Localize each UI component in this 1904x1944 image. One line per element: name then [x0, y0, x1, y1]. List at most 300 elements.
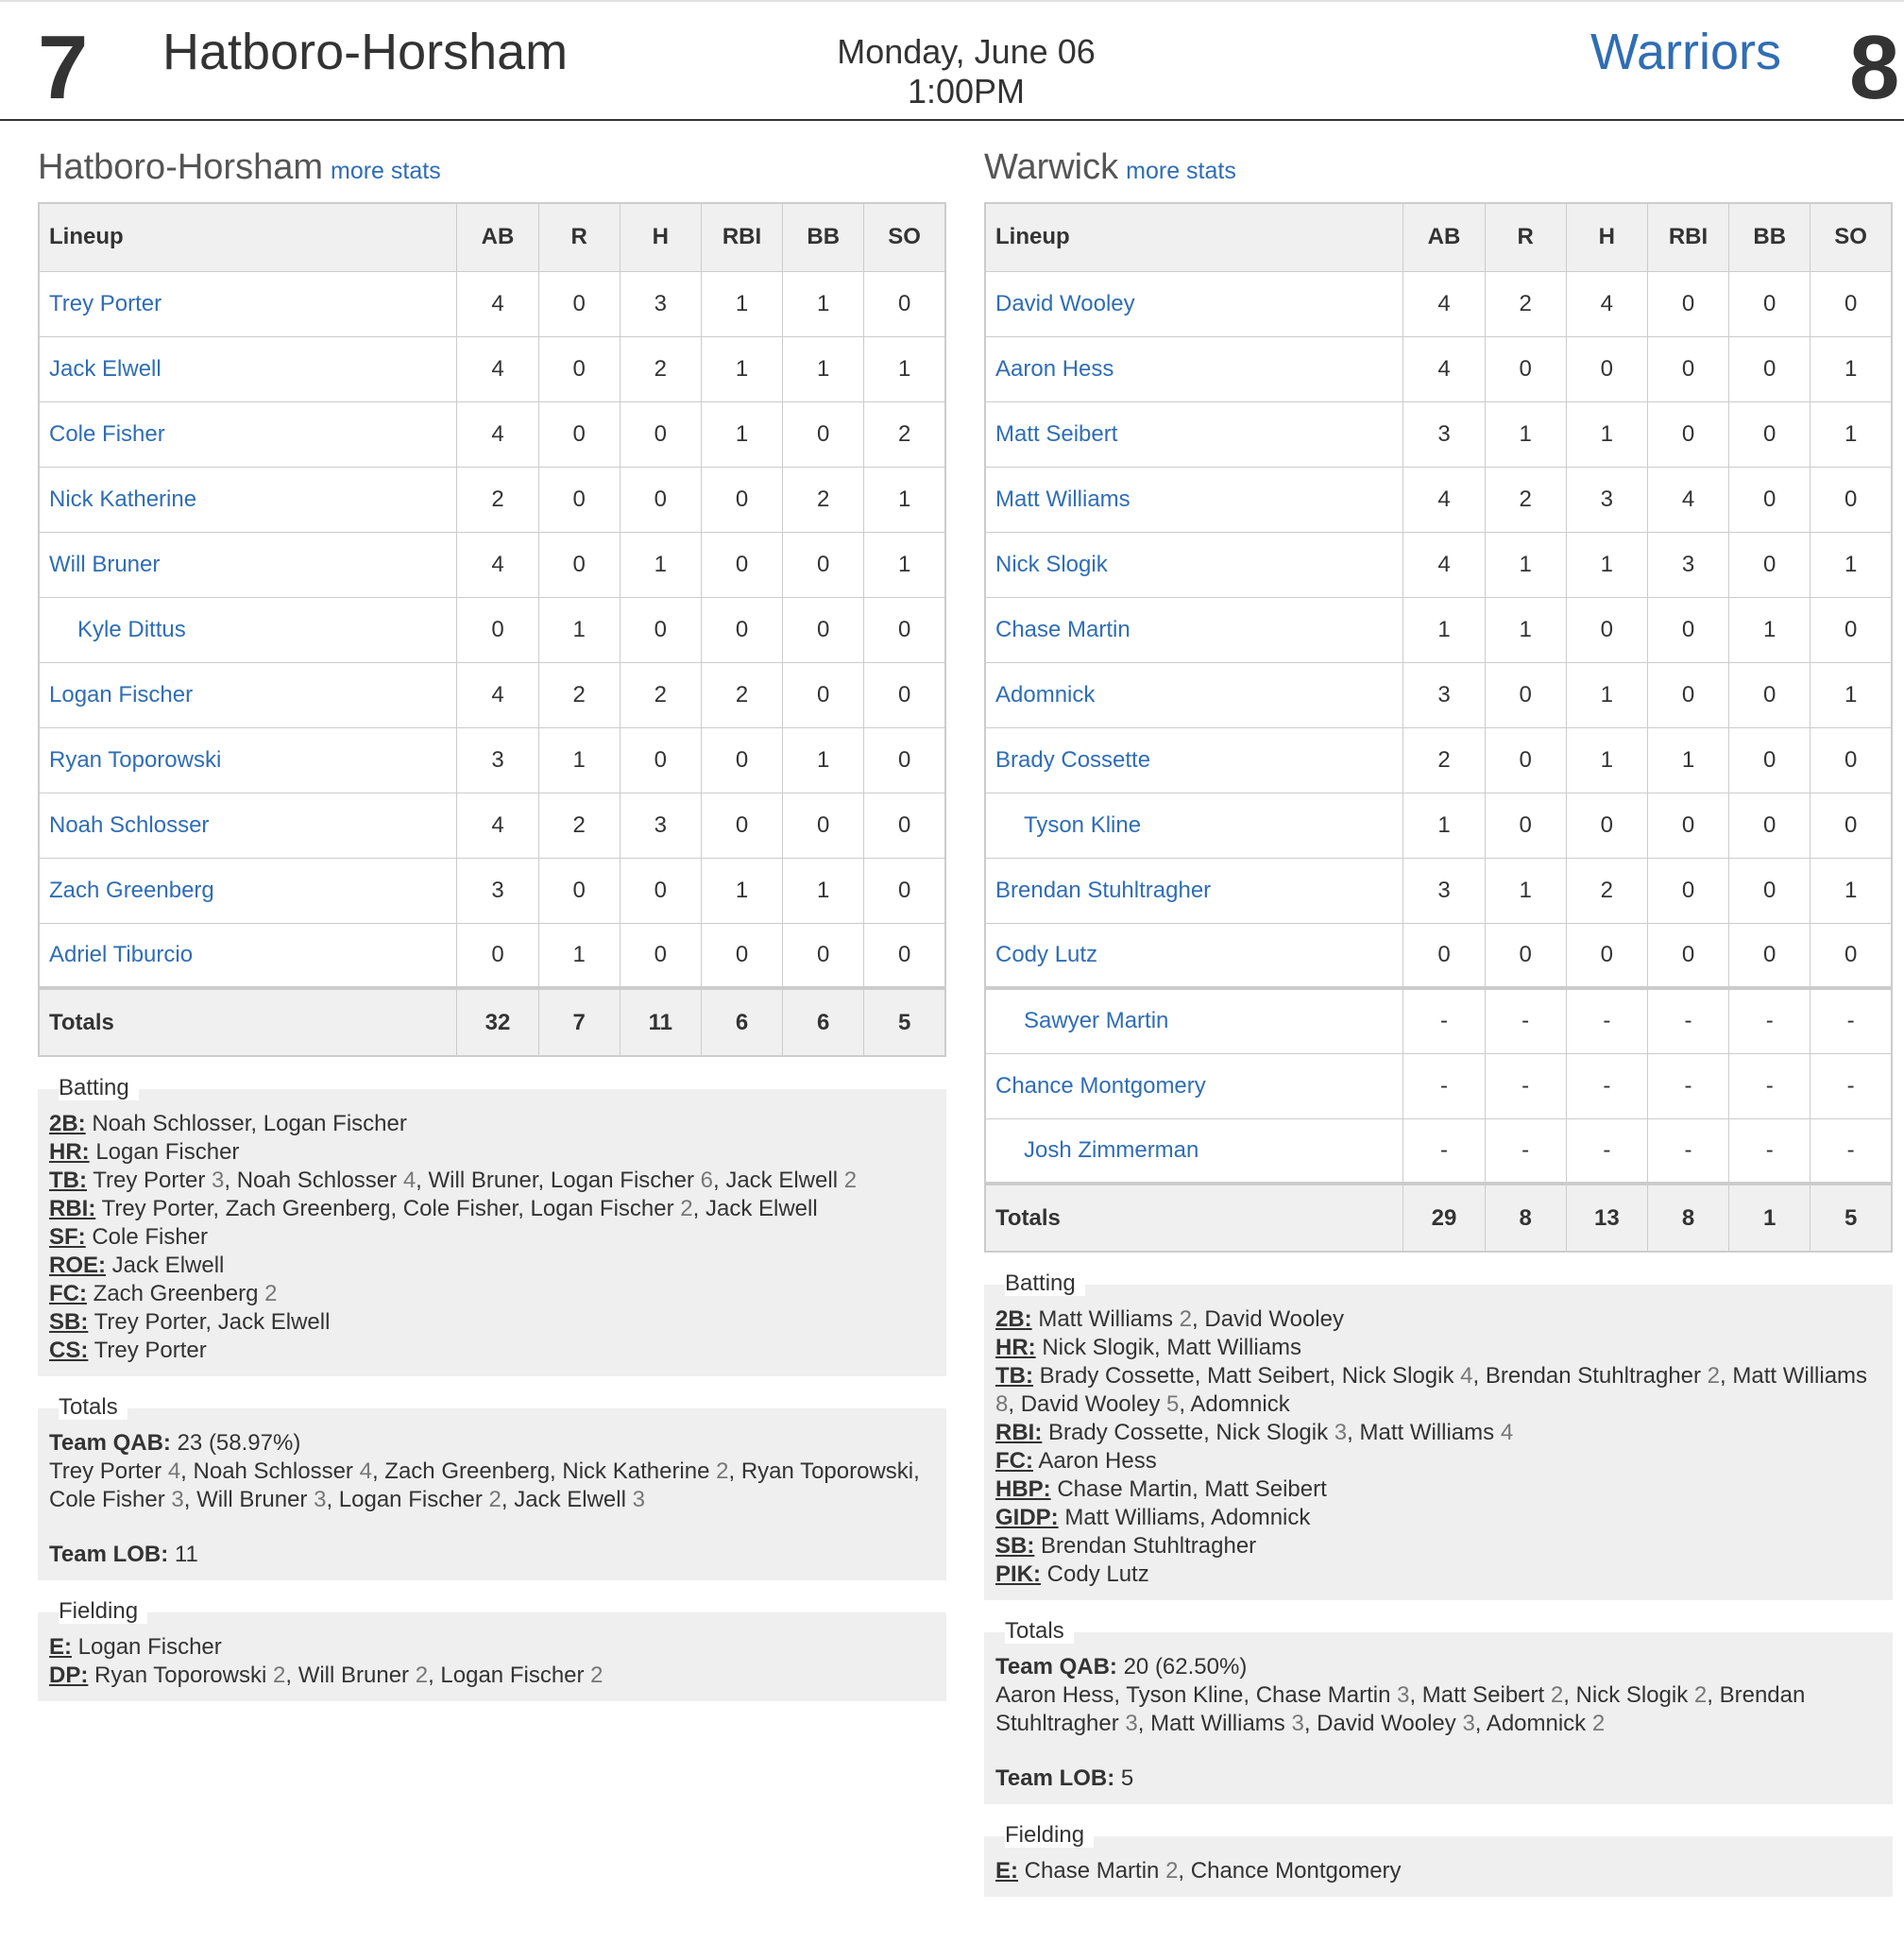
note-text: , Will Bruner: [285, 1663, 416, 1688]
note-text: Brady Cossette, Nick Slogik: [1042, 1420, 1334, 1445]
player-name-link[interactable]: David Wooley: [985, 271, 1403, 336]
stat-abbreviation: E:: [49, 1634, 72, 1660]
note-text: , Chance Montgomery: [1178, 1858, 1402, 1884]
stat-cell: -: [1403, 1118, 1485, 1184]
stat-cell: 1: [1566, 532, 1647, 597]
stat-cell: 1: [1403, 597, 1485, 662]
stat-cell: 1: [783, 727, 864, 793]
stat-cell: 0: [864, 858, 945, 923]
stat-abbreviation: HBP:: [995, 1476, 1051, 1502]
stat-cell: 1: [1403, 793, 1485, 858]
stat-cell: 4: [1566, 271, 1647, 336]
stat-cell: 1: [1485, 532, 1566, 597]
column-header-bb: BB: [783, 203, 864, 271]
note-text: Matt Williams: [1031, 1306, 1180, 1332]
player-name-link[interactable]: Matt Williams: [985, 467, 1403, 532]
player-name-link[interactable]: Will Bruner: [39, 532, 457, 597]
stat-cell: 0: [701, 467, 782, 532]
player-name-link[interactable]: Kyle Dittus: [39, 597, 457, 662]
column-header-lineup: Lineup: [985, 203, 1403, 271]
player-name-link[interactable]: Brendan Stuhltragher: [985, 858, 1403, 923]
stat-cell: 1: [701, 858, 782, 923]
stat-cell: 0: [1647, 401, 1728, 467]
player-name-link[interactable]: Josh Zimmerman: [985, 1118, 1403, 1184]
note-text: , Ryan Toporowski, Cole Fisher: [49, 1458, 920, 1512]
stat-note-row: [995, 1560, 1881, 1589]
section-legend: Batting: [59, 1075, 139, 1100]
stat-abbreviation: HR:: [49, 1139, 90, 1165]
player-name-link[interactable]: Matt Seibert: [985, 401, 1403, 467]
note-count: 3: [212, 1168, 225, 1193]
stat-cell: 4: [457, 271, 538, 336]
stat-note-row: [49, 1252, 935, 1280]
batting-notes: [984, 1270, 1893, 1600]
note-count: 2: [1707, 1363, 1721, 1389]
note-count: 2: [1179, 1306, 1193, 1332]
note-text: Noah Schlosser, Logan Fischer: [85, 1111, 407, 1136]
section-legend: Totals: [59, 1394, 128, 1420]
note-text: Trey Porter, Jack Elwell: [88, 1309, 331, 1335]
stat-note-row: [49, 1337, 935, 1365]
stat-cell: 4: [457, 662, 538, 727]
stat-cell: -: [1810, 1053, 1892, 1118]
note-text: , Logan Fischer: [428, 1663, 591, 1688]
stat-cell: 0: [701, 532, 782, 597]
stat-cell: 0: [783, 793, 864, 858]
player-name-link[interactable]: Tyson Kline: [985, 793, 1403, 858]
note-text: , Zach Greenberg, Nick Katherine: [371, 1458, 717, 1484]
stat-abbreviation: TB:: [995, 1363, 1033, 1389]
spacer: [49, 1514, 935, 1541]
note-count: 3: [1334, 1420, 1348, 1445]
table-row: [985, 336, 1892, 401]
game-time: 1:00PM: [907, 72, 1026, 111]
totals-cell: 1: [1729, 1184, 1810, 1252]
note-text: Aaron Hess, Tyson Kline, Chase Martin: [995, 1682, 1398, 1708]
home-team-column: [38, 144, 946, 1701]
table-row: [39, 336, 945, 401]
stat-abbreviation: PIK:: [995, 1561, 1041, 1587]
stat-cell: 0: [864, 727, 945, 793]
stat-cell: -: [1403, 1053, 1485, 1118]
stat-cell: 0: [783, 597, 864, 662]
stat-cell: 2: [783, 467, 864, 532]
stat-cell: 2: [701, 662, 782, 727]
player-name-link[interactable]: Logan Fischer: [39, 662, 457, 727]
note-text: , Brendan Stuhltragher: [995, 1682, 1806, 1736]
note-count: 2: [843, 1168, 858, 1193]
stat-cell: 1: [783, 336, 864, 401]
stat-cell: 0: [1647, 597, 1728, 662]
table-row: [985, 1118, 1892, 1184]
game-header: [0, 0, 1904, 121]
stat-cell: 0: [538, 336, 620, 401]
totals-row: [985, 1184, 1892, 1252]
note-text: , Noah Schlosser: [180, 1458, 360, 1484]
stat-cell: 0: [1729, 401, 1810, 467]
stat-note-row: [49, 1167, 935, 1195]
team-lob-label: Team LOB:: [49, 1542, 169, 1567]
stat-note-row: [995, 1532, 1881, 1560]
stat-cell: 1: [701, 271, 782, 336]
stat-cell: 1: [864, 467, 945, 532]
note-text: , Matt Williams: [1347, 1420, 1501, 1445]
fielding-notes-legend: [995, 1821, 1881, 1850]
player-name-link[interactable]: Chance Montgomery: [985, 1053, 1403, 1118]
table-row: [985, 597, 1892, 662]
stat-cell: 4: [1403, 532, 1485, 597]
table-row: [985, 532, 1892, 597]
column-header-r: R: [538, 203, 620, 271]
section-legend: Totals: [1005, 1618, 1074, 1644]
game-date: Monday, June 06: [837, 32, 1096, 71]
team-lob-label: Team LOB:: [995, 1765, 1115, 1791]
stat-cell: 0: [538, 271, 620, 336]
batting-notes-legend: [995, 1270, 1881, 1298]
stat-cell: -: [1566, 1053, 1647, 1118]
stat-cell: 0: [620, 858, 701, 923]
stat-cell: 0: [1729, 727, 1810, 793]
stat-abbreviation: DP:: [49, 1663, 89, 1688]
stat-cell: 0: [701, 597, 782, 662]
stat-cell: 0: [783, 532, 864, 597]
player-name-link[interactable]: Chase Martin: [985, 597, 1403, 662]
column-header-so: SO: [1810, 203, 1892, 271]
player-name-link[interactable]: Zach Greenberg: [39, 858, 457, 923]
stat-cell: 0: [783, 923, 864, 988]
stat-abbreviation: FC:: [49, 1281, 87, 1306]
note-text: Ryan Toporowski: [88, 1663, 273, 1688]
note-text: , Will Bruner, Logan Fischer: [416, 1168, 701, 1193]
player-name-link[interactable]: Trey Porter: [39, 271, 457, 336]
stat-cell: 0: [1729, 271, 1810, 336]
note-text: Nick Slogik, Matt Williams: [1035, 1335, 1302, 1360]
team-qab-value: 23 (58.97%): [170, 1430, 301, 1456]
away-score: 8: [1849, 17, 1900, 118]
table-row: [985, 923, 1892, 988]
stat-cell: 0: [783, 662, 864, 727]
section-legend: Batting: [1005, 1270, 1085, 1296]
stat-cell: 0: [701, 793, 782, 858]
note-text: Logan Fischer: [89, 1139, 240, 1165]
batting-notes-legend: [49, 1074, 935, 1102]
note-count: 3: [632, 1487, 645, 1512]
stat-cell: 2: [620, 662, 701, 727]
note-count: 4: [359, 1458, 372, 1484]
table-header-row: [985, 203, 1892, 271]
stat-cell: 0: [1729, 793, 1810, 858]
team-qab-row: [49, 1429, 935, 1458]
note-count: 3: [1125, 1711, 1138, 1736]
stat-cell: 1: [783, 271, 864, 336]
table-row: [39, 401, 945, 467]
stat-cell: 0: [1729, 923, 1810, 988]
stat-cell: -: [1403, 988, 1485, 1053]
stat-cell: 1: [1485, 597, 1566, 662]
stat-cell: 4: [457, 793, 538, 858]
note-count: 8: [995, 1391, 1009, 1417]
totals-cell: 5: [1810, 1184, 1892, 1252]
player-name-link[interactable]: Ryan Toporowski: [39, 727, 457, 793]
player-name-link[interactable]: Cody Lutz: [985, 923, 1403, 988]
note-text: Aaron Hess: [1032, 1448, 1157, 1474]
note-text: Brady Cossette, Matt Seibert, Nick Slogik: [1032, 1363, 1461, 1389]
player-name-link[interactable]: Nick Slogik: [985, 532, 1403, 597]
stat-cell: -: [1729, 1118, 1810, 1184]
note-count: 4: [1500, 1420, 1514, 1445]
stat-cell: 0: [538, 858, 620, 923]
note-text: , Logan Fischer: [326, 1487, 489, 1512]
note-text: , Matt Williams: [1137, 1711, 1292, 1736]
team-title: Hatboro-Horsham: [38, 147, 323, 187]
stat-cell: 0: [538, 532, 620, 597]
stat-cell: 1: [1566, 727, 1647, 793]
stat-cell: -: [1566, 1118, 1647, 1184]
stat-abbreviation: RBI:: [49, 1196, 96, 1221]
player-name-link[interactable]: Cole Fisher: [39, 401, 457, 467]
player-name-link[interactable]: Adriel Tiburcio: [39, 923, 457, 988]
stat-cell: 0: [457, 597, 538, 662]
note-text: , David Wooley: [1303, 1711, 1463, 1736]
stat-cell: 1: [1810, 336, 1892, 401]
stat-cell: 0: [1729, 532, 1810, 597]
player-name-link[interactable]: Adomnick: [985, 662, 1403, 727]
stat-abbreviation: RBI:: [995, 1420, 1043, 1445]
stat-note-row: [49, 1110, 935, 1138]
stat-cell: 0: [538, 401, 620, 467]
stat-cell: 4: [1403, 467, 1485, 532]
stat-cell: 2: [538, 793, 620, 858]
team-lob-row: [49, 1541, 935, 1569]
stat-cell: 1: [1810, 532, 1892, 597]
totals-notes: [984, 1618, 1893, 1804]
stat-cell: 0: [1647, 662, 1728, 727]
note-count: 6: [700, 1168, 713, 1193]
totals-row: [39, 988, 945, 1056]
team-qab-row: [995, 1653, 1881, 1681]
box-score-table: [38, 202, 946, 1057]
player-name-link[interactable]: Brady Cossette: [985, 727, 1403, 793]
note-text: , Brendan Stuhltragher: [1472, 1363, 1708, 1389]
stat-note-row: [995, 1305, 1881, 1334]
note-text: Trey Porter: [88, 1338, 207, 1363]
note-text: Trey Porter: [49, 1458, 168, 1484]
stat-cell: 0: [1729, 467, 1810, 532]
team-qab-label: Team QAB:: [49, 1430, 171, 1456]
stat-abbreviation: 2B:: [995, 1306, 1032, 1332]
stat-cell: -: [1729, 1053, 1810, 1118]
stat-cell: -: [1810, 988, 1892, 1053]
stat-note-row: [995, 1334, 1881, 1362]
totals-cell: 7: [538, 988, 620, 1056]
team-qab-players: [49, 1458, 935, 1514]
note-text: , Adomnick: [1474, 1711, 1592, 1736]
note-count: 4: [167, 1458, 181, 1484]
stat-cell: 0: [538, 467, 620, 532]
stat-cell: 0: [701, 923, 782, 988]
stat-cell: 4: [457, 336, 538, 401]
stat-cell: -: [1647, 988, 1728, 1053]
stat-cell: 1: [864, 336, 945, 401]
stat-cell: 0: [1810, 793, 1892, 858]
column-header-ab: AB: [1403, 203, 1485, 271]
note-count: 2: [273, 1663, 286, 1688]
note-text: Brendan Stuhltragher: [1034, 1533, 1257, 1559]
stat-cell: 0: [864, 597, 945, 662]
note-text: , Will Bruner: [183, 1487, 314, 1512]
note-text: Trey Porter, Zach Greenberg, Cole Fisher, Logan Fischer: [95, 1196, 681, 1221]
player-name-link[interactable]: Noah Schlosser: [39, 793, 457, 858]
stat-cell: 0: [1810, 467, 1892, 532]
player-name-link[interactable]: Sawyer Martin: [985, 988, 1403, 1053]
table-row: [39, 727, 945, 793]
table-row: [985, 401, 1892, 467]
note-text: , David Wooley: [1008, 1391, 1166, 1417]
stat-cell: 0: [1729, 662, 1810, 727]
stat-cell: 0: [1566, 597, 1647, 662]
stat-note-row: [995, 1362, 1881, 1419]
stat-cell: 1: [1566, 401, 1647, 467]
stat-cell: 0: [1647, 271, 1728, 336]
totals-notes-legend: [49, 1393, 935, 1422]
table-row: [39, 923, 945, 988]
stat-cell: 0: [620, 727, 701, 793]
note-text: , Jack Elwell: [501, 1487, 633, 1512]
note-text: Cole Fisher: [85, 1224, 209, 1250]
stat-cell: 3: [620, 271, 701, 336]
note-text: , Jack Elwell: [712, 1168, 844, 1193]
team-qab-value: 20 (62.50%): [1116, 1654, 1248, 1680]
totals-cell: 6: [701, 988, 782, 1056]
note-text: , Jack Elwell: [692, 1196, 818, 1221]
stat-cell: -: [1485, 1118, 1566, 1184]
stat-cell: 0: [620, 597, 701, 662]
totals-notes: [38, 1394, 946, 1580]
table-row: [985, 793, 1892, 858]
table-row: [39, 597, 945, 662]
stat-cell: 3: [1403, 401, 1485, 467]
stat-cell: 2: [1566, 858, 1647, 923]
note-text: Chase Martin, Matt Seibert: [1050, 1476, 1327, 1502]
note-text: Chase Martin: [1018, 1858, 1166, 1884]
stat-cell: 2: [620, 336, 701, 401]
stat-note-row: [995, 1447, 1881, 1475]
table-row: [985, 271, 1892, 336]
team-lob-value: 5: [1114, 1765, 1134, 1791]
batting-notes: [38, 1075, 946, 1376]
team-lob-value: 11: [168, 1542, 198, 1567]
team-section-title: [38, 144, 946, 193]
totals-cell: 29: [1403, 1184, 1485, 1252]
table-row: [985, 1053, 1892, 1118]
stat-abbreviation: E:: [995, 1858, 1018, 1884]
column-header-r: R: [1485, 203, 1566, 271]
stat-cell: 4: [1647, 467, 1728, 532]
stat-cell: 0: [1810, 271, 1892, 336]
note-text: Jack Elwell: [106, 1253, 225, 1278]
stat-cell: 1: [783, 858, 864, 923]
note-count: 2: [1165, 1858, 1179, 1884]
home-team-name: Hatboro-Horsham: [162, 24, 569, 80]
table-header-row: [39, 203, 945, 271]
table-row: [985, 727, 1892, 793]
note-text: Zach Greenberg: [86, 1281, 265, 1306]
note-text: , Noah Schlosser: [224, 1168, 403, 1193]
stat-cell: 1: [1485, 858, 1566, 923]
table-row: [39, 532, 945, 597]
note-text: Trey Porter: [86, 1168, 212, 1193]
stat-abbreviation: HR:: [995, 1335, 1036, 1360]
stat-cell: 0: [457, 923, 538, 988]
stat-cell: 3: [1566, 467, 1647, 532]
stat-cell: 4: [1403, 271, 1485, 336]
stat-cell: 0: [864, 271, 945, 336]
player-name-link[interactable]: Jack Elwell: [39, 336, 457, 401]
stat-cell: 2: [457, 467, 538, 532]
table-row: [39, 793, 945, 858]
more-stats-link[interactable]: more stats: [331, 158, 441, 184]
stat-cell: -: [1810, 1118, 1892, 1184]
stat-note-row: [995, 1419, 1881, 1447]
table-row: [985, 858, 1892, 923]
stat-cell: -: [1647, 1118, 1728, 1184]
table-row: [39, 662, 945, 727]
stat-cell: 2: [1485, 271, 1566, 336]
stat-abbreviation: 2B:: [49, 1111, 86, 1136]
stat-cell: 2: [864, 401, 945, 467]
stat-cell: 1: [1810, 858, 1892, 923]
column-header-h: H: [620, 203, 701, 271]
stat-cell: 0: [1647, 793, 1728, 858]
more-stats-link[interactable]: more stats: [1126, 158, 1236, 184]
stat-note-row: [49, 1308, 935, 1337]
note-count: 3: [314, 1487, 327, 1512]
section-legend: Fielding: [1005, 1822, 1094, 1848]
stat-cell: 3: [1403, 662, 1485, 727]
stat-note-row: [995, 1857, 1881, 1885]
stat-abbreviation: TB:: [49, 1168, 87, 1193]
stat-note-row: [995, 1475, 1881, 1504]
team-qab-players: [995, 1681, 1881, 1738]
note-count: 3: [1291, 1711, 1304, 1736]
note-count: 2: [1591, 1711, 1606, 1736]
note-text: , Adomnick: [1179, 1391, 1290, 1417]
player-name-link[interactable]: Nick Katherine: [39, 467, 457, 532]
stat-cell: 0: [1647, 923, 1728, 988]
stat-cell: 4: [457, 401, 538, 467]
stat-abbreviation: SB:: [995, 1533, 1035, 1559]
player-name-link[interactable]: Aaron Hess: [985, 336, 1403, 401]
team-lob-row: [995, 1765, 1881, 1793]
stat-cell: 3: [620, 793, 701, 858]
column-header-bb: BB: [1729, 203, 1810, 271]
stat-cell: 2: [538, 662, 620, 727]
stat-cell: 0: [1810, 597, 1892, 662]
totals-cell: 8: [1647, 1184, 1728, 1252]
column-header-h: H: [1566, 203, 1647, 271]
stat-cell: 0: [1647, 336, 1728, 401]
note-text: , Matt Seibert: [1409, 1682, 1551, 1708]
stat-cell: 3: [1647, 532, 1728, 597]
stat-cell: 2: [1403, 727, 1485, 793]
away-team-column: [984, 144, 1893, 1897]
table-row: [985, 662, 1892, 727]
stat-note-row: [49, 1633, 935, 1662]
note-count: 2: [590, 1663, 604, 1688]
stat-cell: 4: [1403, 336, 1485, 401]
away-team-link[interactable]: Warriors: [1590, 24, 1781, 80]
column-header-rbi: RBI: [1647, 203, 1728, 271]
